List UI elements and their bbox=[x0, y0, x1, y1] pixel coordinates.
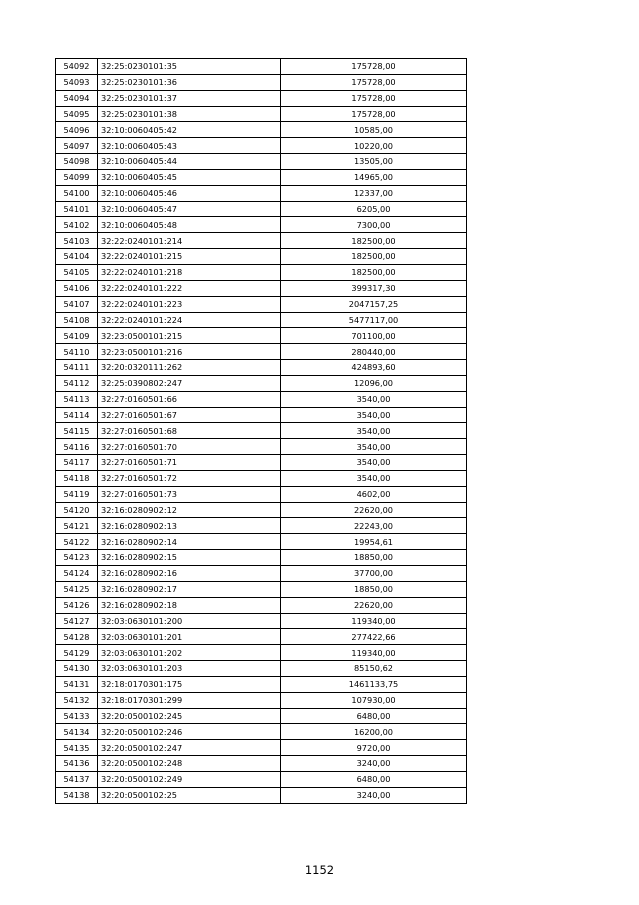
cadastral-value-cell: 3540,00 bbox=[281, 423, 467, 439]
row-number-cell: 54116 bbox=[56, 439, 98, 455]
cadastral-value-cell: 182500,00 bbox=[281, 264, 467, 280]
row-number-cell: 54122 bbox=[56, 534, 98, 550]
cadastral-value-cell: 12096,00 bbox=[281, 375, 467, 391]
cadastral-number-cell: 32:22:0240101:214 bbox=[98, 233, 281, 249]
cadastral-value-cell: 182500,00 bbox=[281, 249, 467, 265]
cadastral-number-cell: 32:20:0500102:25 bbox=[98, 787, 281, 803]
table-row bbox=[56, 90, 467, 106]
table-row bbox=[56, 360, 467, 376]
row-number-cell: 54094 bbox=[56, 90, 98, 106]
table-row bbox=[56, 391, 467, 407]
cadastral-number-cell: 32:03:0630101:200 bbox=[98, 613, 281, 629]
cadastral-number-cell: 32:16:0280902:18 bbox=[98, 597, 281, 613]
cadastral-number-cell: 32:27:0160501:72 bbox=[98, 470, 281, 486]
row-number-cell: 54108 bbox=[56, 312, 98, 328]
table-row bbox=[56, 676, 467, 692]
cadastral-value-cell: 3540,00 bbox=[281, 455, 467, 471]
row-number-cell: 54134 bbox=[56, 724, 98, 740]
cadastral-number-cell: 32:16:0280902:13 bbox=[98, 518, 281, 534]
cadastral-value-cell: 13505,00 bbox=[281, 154, 467, 170]
cadastral-value-cell: 18850,00 bbox=[281, 550, 467, 566]
cadastral-value-cell: 3240,00 bbox=[281, 787, 467, 803]
cadastral-number-cell: 32:20:0320111:262 bbox=[98, 360, 281, 376]
row-number-cell: 54120 bbox=[56, 502, 98, 518]
cadastral-number-cell: 32:27:0160501:71 bbox=[98, 455, 281, 471]
cadastral-number-cell: 32:22:0240101:223 bbox=[98, 296, 281, 312]
cadastral-value-cell: 119340,00 bbox=[281, 613, 467, 629]
table-row bbox=[56, 423, 467, 439]
table-row bbox=[56, 740, 467, 756]
cadastral-value-cell: 22620,00 bbox=[281, 502, 467, 518]
cadastral-value-cell: 12337,00 bbox=[281, 185, 467, 201]
table-row bbox=[56, 138, 467, 154]
cadastral-number-cell: 32:03:0630101:202 bbox=[98, 645, 281, 661]
table-row bbox=[56, 439, 467, 455]
cadastral-number-cell: 32:20:0500102:248 bbox=[98, 756, 281, 772]
table-row bbox=[56, 59, 467, 75]
cadastral-number-cell: 32:25:0230101:37 bbox=[98, 90, 281, 106]
cadastral-number-cell: 32:20:0500102:246 bbox=[98, 724, 281, 740]
table-row bbox=[56, 74, 467, 90]
cadastral-number-cell: 32:16:0280902:15 bbox=[98, 550, 281, 566]
row-number-cell: 54106 bbox=[56, 280, 98, 296]
cadastral-number-cell: 32:10:0060405:44 bbox=[98, 154, 281, 170]
table-body bbox=[56, 59, 467, 804]
row-number-cell: 54093 bbox=[56, 74, 98, 90]
table-row bbox=[56, 502, 467, 518]
row-number-cell: 54115 bbox=[56, 423, 98, 439]
row-number-cell: 54114 bbox=[56, 407, 98, 423]
table-row bbox=[56, 708, 467, 724]
table-row bbox=[56, 154, 467, 170]
table-row bbox=[56, 692, 467, 708]
table-row bbox=[56, 233, 467, 249]
cadastral-number-cell: 32:23:0500101:215 bbox=[98, 328, 281, 344]
cadastral-number-cell: 32:03:0630101:203 bbox=[98, 661, 281, 677]
row-number-cell: 54105 bbox=[56, 264, 98, 280]
cadastral-value-cell: 19954,61 bbox=[281, 534, 467, 550]
cadastral-value-cell: 107930,00 bbox=[281, 692, 467, 708]
cadastral-value-cell: 4602,00 bbox=[281, 486, 467, 502]
table-row bbox=[56, 201, 467, 217]
row-number-cell: 54119 bbox=[56, 486, 98, 502]
table-row bbox=[56, 122, 467, 138]
cadastral-value-cell: 701100,00 bbox=[281, 328, 467, 344]
cadastral-value-cell: 182500,00 bbox=[281, 233, 467, 249]
row-number-cell: 54138 bbox=[56, 787, 98, 803]
cadastral-number-cell: 32:18:0170301:175 bbox=[98, 676, 281, 692]
row-number-cell: 54118 bbox=[56, 470, 98, 486]
table-row bbox=[56, 581, 467, 597]
table-row bbox=[56, 787, 467, 803]
cadastral-value-cell: 37700,00 bbox=[281, 566, 467, 582]
row-number-cell: 54100 bbox=[56, 185, 98, 201]
table-row bbox=[56, 280, 467, 296]
cadastral-number-cell: 32:16:0280902:17 bbox=[98, 581, 281, 597]
cadastral-value-cell: 6480,00 bbox=[281, 771, 467, 787]
table-row bbox=[56, 724, 467, 740]
cadastral-number-cell: 32:18:0170301:299 bbox=[98, 692, 281, 708]
table-row bbox=[56, 264, 467, 280]
cadastral-number-cell: 32:27:0160501:66 bbox=[98, 391, 281, 407]
row-number-cell: 54096 bbox=[56, 122, 98, 138]
row-number-cell: 54121 bbox=[56, 518, 98, 534]
table-row bbox=[56, 344, 467, 360]
cadastral-number-cell: 32:25:0230101:38 bbox=[98, 106, 281, 122]
cadastral-number-cell: 32:16:0280902:12 bbox=[98, 502, 281, 518]
table-row bbox=[56, 613, 467, 629]
cadastral-value-cell: 399317,30 bbox=[281, 280, 467, 296]
cadastral-number-cell: 32:20:0500102:245 bbox=[98, 708, 281, 724]
table-row bbox=[56, 645, 467, 661]
table-row bbox=[56, 486, 467, 502]
cadastral-value-cell: 5477117,00 bbox=[281, 312, 467, 328]
cadastral-value-cell: 3240,00 bbox=[281, 756, 467, 772]
cadastral-value-cell: 3540,00 bbox=[281, 470, 467, 486]
row-number-cell: 54130 bbox=[56, 661, 98, 677]
cadastral-value-cell: 2047157,25 bbox=[281, 296, 467, 312]
row-number-cell: 54128 bbox=[56, 629, 98, 645]
row-number-cell: 54125 bbox=[56, 581, 98, 597]
row-number-cell: 54129 bbox=[56, 645, 98, 661]
cadastral-value-cell: 424893,60 bbox=[281, 360, 467, 376]
row-number-cell: 54133 bbox=[56, 708, 98, 724]
row-number-cell: 54109 bbox=[56, 328, 98, 344]
table-row bbox=[56, 296, 467, 312]
cadastral-number-cell: 32:10:0060405:43 bbox=[98, 138, 281, 154]
row-number-cell: 54098 bbox=[56, 154, 98, 170]
table-row bbox=[56, 169, 467, 185]
cadastral-number-cell: 32:16:0280902:16 bbox=[98, 566, 281, 582]
table-row bbox=[56, 661, 467, 677]
row-number-cell: 54099 bbox=[56, 169, 98, 185]
table-row bbox=[56, 629, 467, 645]
cadastral-number-cell: 32:10:0060405:42 bbox=[98, 122, 281, 138]
cadastral-value-cell: 175728,00 bbox=[281, 106, 467, 122]
row-number-cell: 54132 bbox=[56, 692, 98, 708]
cadastral-number-cell: 32:22:0240101:222 bbox=[98, 280, 281, 296]
cadastral-number-cell: 32:27:0160501:67 bbox=[98, 407, 281, 423]
cadastral-number-cell: 32:16:0280902:14 bbox=[98, 534, 281, 550]
table-row bbox=[56, 597, 467, 613]
cadastral-number-cell: 32:10:0060405:48 bbox=[98, 217, 281, 233]
row-number-cell: 54101 bbox=[56, 201, 98, 217]
cadastral-number-cell: 32:25:0230101:36 bbox=[98, 74, 281, 90]
cadastral-value-cell: 175728,00 bbox=[281, 59, 467, 75]
cadastral-number-cell: 32:22:0240101:218 bbox=[98, 264, 281, 280]
cadastral-value-cell: 16200,00 bbox=[281, 724, 467, 740]
row-number-cell: 54124 bbox=[56, 566, 98, 582]
table-row bbox=[56, 328, 467, 344]
cadastral-value-cell: 14965,00 bbox=[281, 169, 467, 185]
row-number-cell: 54102 bbox=[56, 217, 98, 233]
table-row bbox=[56, 249, 467, 265]
row-number-cell: 54103 bbox=[56, 233, 98, 249]
table-row bbox=[56, 771, 467, 787]
row-number-cell: 54107 bbox=[56, 296, 98, 312]
table-row bbox=[56, 470, 467, 486]
cadastral-value-cell: 6480,00 bbox=[281, 708, 467, 724]
cadastral-number-cell: 32:10:0060405:47 bbox=[98, 201, 281, 217]
cadastral-value-cell: 22620,00 bbox=[281, 597, 467, 613]
cadastral-value-cell: 18850,00 bbox=[281, 581, 467, 597]
row-number-cell: 54137 bbox=[56, 771, 98, 787]
cadastral-value-cell: 277422,66 bbox=[281, 629, 467, 645]
cadastral-value-cell: 3540,00 bbox=[281, 407, 467, 423]
row-number-cell: 54135 bbox=[56, 740, 98, 756]
table-row bbox=[56, 407, 467, 423]
cadastral-value-cell: 10585,00 bbox=[281, 122, 467, 138]
cadastral-number-cell: 32:20:0500102:247 bbox=[98, 740, 281, 756]
cadastral-value-cell: 175728,00 bbox=[281, 90, 467, 106]
table-row bbox=[56, 518, 467, 534]
cadastral-number-cell: 32:22:0240101:215 bbox=[98, 249, 281, 265]
cadastral-value-cell: 22243,00 bbox=[281, 518, 467, 534]
table-row bbox=[56, 185, 467, 201]
table-row bbox=[56, 566, 467, 582]
cadastral-number-cell: 32:25:0390802:247 bbox=[98, 375, 281, 391]
cadastral-value-cell: 6205,00 bbox=[281, 201, 467, 217]
cadastral-number-cell: 32:27:0160501:70 bbox=[98, 439, 281, 455]
cadastral-value-cell: 85150,62 bbox=[281, 661, 467, 677]
cadastral-number-cell: 32:22:0240101:224 bbox=[98, 312, 281, 328]
cadastral-number-cell: 32:10:0060405:46 bbox=[98, 185, 281, 201]
cadastral-number-cell: 32:03:0630101:201 bbox=[98, 629, 281, 645]
cadastral-number-cell: 32:10:0060405:45 bbox=[98, 169, 281, 185]
cadastral-value-table bbox=[55, 58, 467, 804]
row-number-cell: 54123 bbox=[56, 550, 98, 566]
row-number-cell: 54136 bbox=[56, 756, 98, 772]
cadastral-value-cell: 3540,00 bbox=[281, 391, 467, 407]
cadastral-number-cell: 32:27:0160501:73 bbox=[98, 486, 281, 502]
cadastral-number-cell: 32:25:0230101:35 bbox=[98, 59, 281, 75]
row-number-cell: 54110 bbox=[56, 344, 98, 360]
table-row bbox=[56, 375, 467, 391]
row-number-cell: 54092 bbox=[56, 59, 98, 75]
cadastral-value-cell: 10220,00 bbox=[281, 138, 467, 154]
table-row bbox=[56, 217, 467, 233]
row-number-cell: 54111 bbox=[56, 360, 98, 376]
row-number-cell: 54127 bbox=[56, 613, 98, 629]
table-row bbox=[56, 550, 467, 566]
row-number-cell: 54113 bbox=[56, 391, 98, 407]
cadastral-number-cell: 32:27:0160501:68 bbox=[98, 423, 281, 439]
table-row bbox=[56, 756, 467, 772]
table-row bbox=[56, 106, 467, 122]
cadastral-value-cell: 9720,00 bbox=[281, 740, 467, 756]
cadastral-value-cell: 1461133,75 bbox=[281, 676, 467, 692]
table-row bbox=[56, 534, 467, 550]
row-number-cell: 54117 bbox=[56, 455, 98, 471]
row-number-cell: 54112 bbox=[56, 375, 98, 391]
row-number-cell: 54126 bbox=[56, 597, 98, 613]
row-number-cell: 54097 bbox=[56, 138, 98, 154]
row-number-cell: 54131 bbox=[56, 676, 98, 692]
table-row bbox=[56, 455, 467, 471]
cadastral-value-cell: 175728,00 bbox=[281, 74, 467, 90]
row-number-cell: 54104 bbox=[56, 249, 98, 265]
row-number-cell: 54095 bbox=[56, 106, 98, 122]
cadastral-number-cell: 32:20:0500102:249 bbox=[98, 771, 281, 787]
page-number: 1152 bbox=[304, 863, 335, 877]
cadastral-value-cell: 3540,00 bbox=[281, 439, 467, 455]
cadastral-number-cell: 32:23:0500101:216 bbox=[98, 344, 281, 360]
table-row bbox=[56, 312, 467, 328]
cadastral-value-cell: 7300,00 bbox=[281, 217, 467, 233]
cadastral-value-cell: 119340,00 bbox=[281, 645, 467, 661]
cadastral-value-cell: 280440,00 bbox=[281, 344, 467, 360]
